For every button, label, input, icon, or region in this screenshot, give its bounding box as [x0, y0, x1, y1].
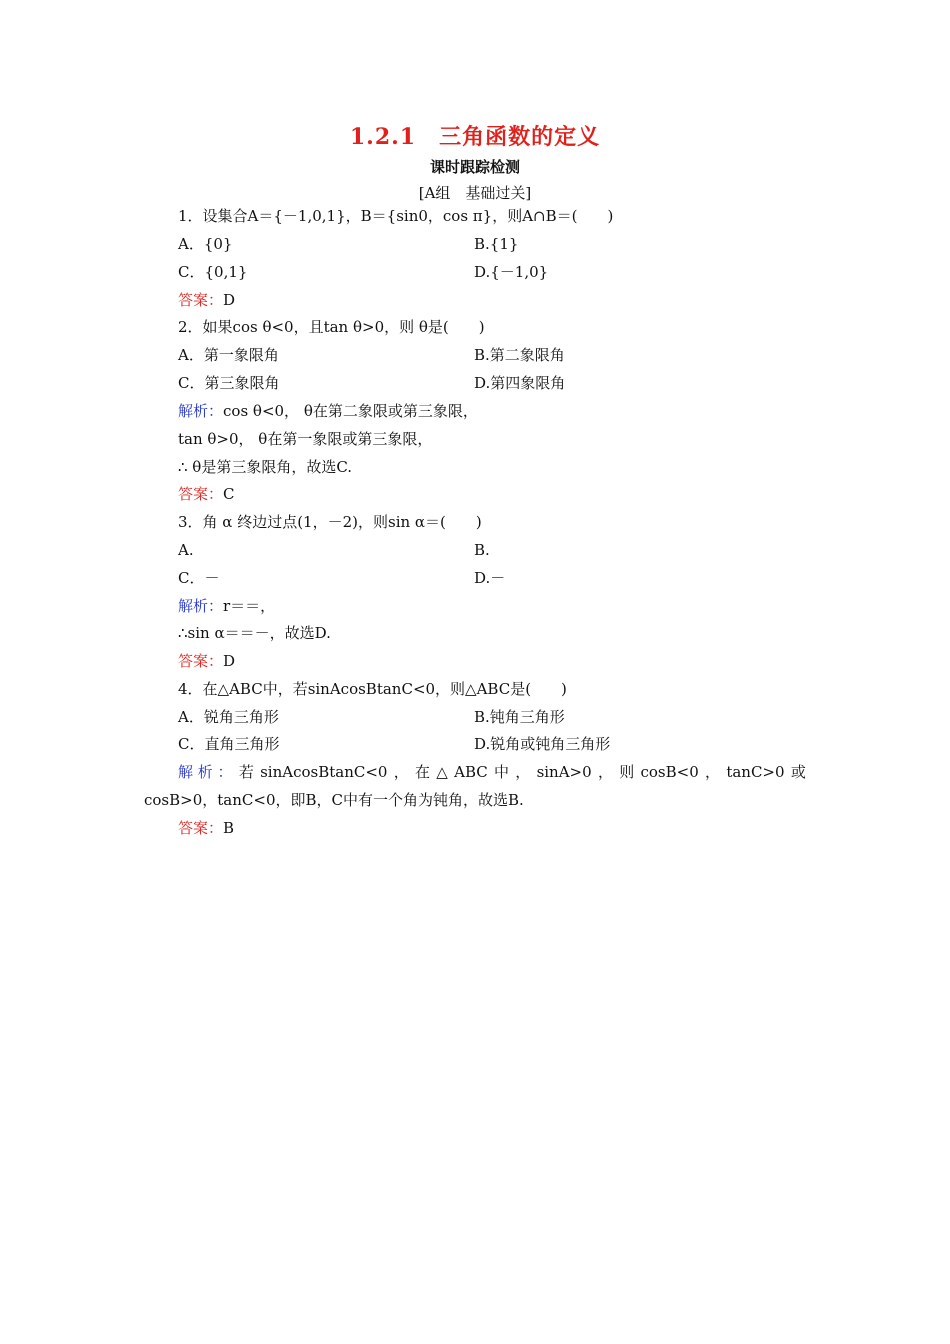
q4-analysis-2: cosB>0，tanC<0，即B，C中有一个角为钝角，故选B. — [144, 791, 524, 809]
q1-answer-line — [178, 290, 235, 310]
q4-answer: B — [223, 819, 235, 837]
q2-option-b: B.第二象限角 — [474, 346, 565, 364]
q3-analysis-line-1 — [178, 596, 275, 616]
q4-option-d: D.锐角或钝角三角形 — [474, 735, 611, 753]
q3-option-c: C．－ — [178, 569, 220, 587]
q4-analysis-part: 中 — [494, 763, 510, 781]
q3-analysis-2: ∴sin α＝＝－，故选D. — [178, 624, 331, 642]
q4-option-b: B.钝角三角形 — [474, 708, 565, 726]
q3-answer: D — [223, 652, 236, 670]
q3-option-a: A. — [178, 541, 194, 559]
q2-analysis-line-1 — [178, 401, 478, 421]
q3-option-b: B. — [474, 541, 490, 559]
q4-analysis-part: ， — [705, 763, 721, 781]
q4-analysis-part: sinA>0 — [536, 763, 592, 781]
page-title: 1.2.1 三角函数的定义 — [349, 124, 601, 150]
q4-option-a: A．锐角三角形 — [178, 708, 279, 726]
q4-analysis-part: 若 — [238, 763, 254, 781]
answer-label: 答案： — [178, 291, 224, 309]
q1-option-d: D.{－1,0} — [474, 263, 549, 281]
q1-option-b: B.{1} — [474, 235, 519, 253]
q1-option-a: A．{0} — [178, 235, 233, 253]
q3-stem: 3．角 α 终边过点(1，－2)，则sin α＝( ) — [178, 513, 482, 531]
q2-option-d: D.第四象限角 — [474, 374, 566, 392]
group-heading: [A组 基础过关] — [418, 184, 532, 202]
q4-analysis-part: ABC — [454, 763, 488, 781]
q2-analysis-3: ∴ θ是第三象限角，故选C. — [178, 458, 353, 476]
answer-label: 答案： — [178, 652, 224, 670]
q4-option-c: C．直角三角形 — [178, 735, 280, 753]
q3-answer-line — [178, 651, 235, 671]
q3-analysis-1: r＝＝， — [223, 597, 276, 615]
q1-answer: D — [223, 291, 236, 309]
q4-analysis-part: ， — [597, 763, 613, 781]
q1-option-c: C．{0,1} — [178, 263, 248, 281]
q2-option-a: A．第一象限角 — [178, 346, 279, 364]
q4-analysis-part: cosB<0 — [640, 763, 699, 781]
analysis-label: 解析： — [178, 597, 224, 615]
q4-analysis-part: ， — [393, 763, 409, 781]
q4-stem: 4．在△ABC中，若sinAcosBtanC<0，则△ABC是( ) — [178, 680, 567, 698]
q2-analysis-2: tan θ>0， θ在第一象限或第三象限， — [178, 430, 433, 448]
q4-analysis-part: △ — [436, 763, 448, 781]
q2-answer: C — [223, 485, 235, 503]
q3-option-d: D.－ — [474, 569, 506, 587]
page-subtitle: 课时跟踪检测 — [429, 158, 520, 176]
q4-analysis-part: ， — [515, 763, 531, 781]
analysis-label-spaced: 解 析 ： — [178, 763, 233, 781]
q4-analysis-line-1 — [178, 762, 806, 782]
q4-analysis-part: 则 — [619, 763, 635, 781]
answer-label: 答案： — [178, 485, 224, 503]
analysis-label: 解析： — [178, 402, 224, 420]
q4-analysis-part: 在 — [415, 763, 431, 781]
q1-stem: 1．设集合A＝{－1,0,1}，B＝{sin0，cos π}，则A∩B＝( ) — [178, 207, 614, 225]
q4-analysis-part: sinAcosBtanC<0 — [260, 763, 388, 781]
q2-option-c: C．第三象限角 — [178, 374, 280, 392]
q4-analysis-part: tanC>0 — [726, 763, 785, 781]
q4-answer-line — [178, 818, 234, 838]
q2-answer-line — [178, 484, 235, 504]
answer-label: 答案： — [178, 819, 224, 837]
q2-analysis-1: cos θ<0， θ在第二象限或第三象限， — [223, 402, 478, 420]
q2-stem: 2．如果cos θ<0，且tan θ>0，则 θ是( ) — [178, 318, 485, 336]
q4-analysis-part: 或 — [790, 763, 806, 781]
